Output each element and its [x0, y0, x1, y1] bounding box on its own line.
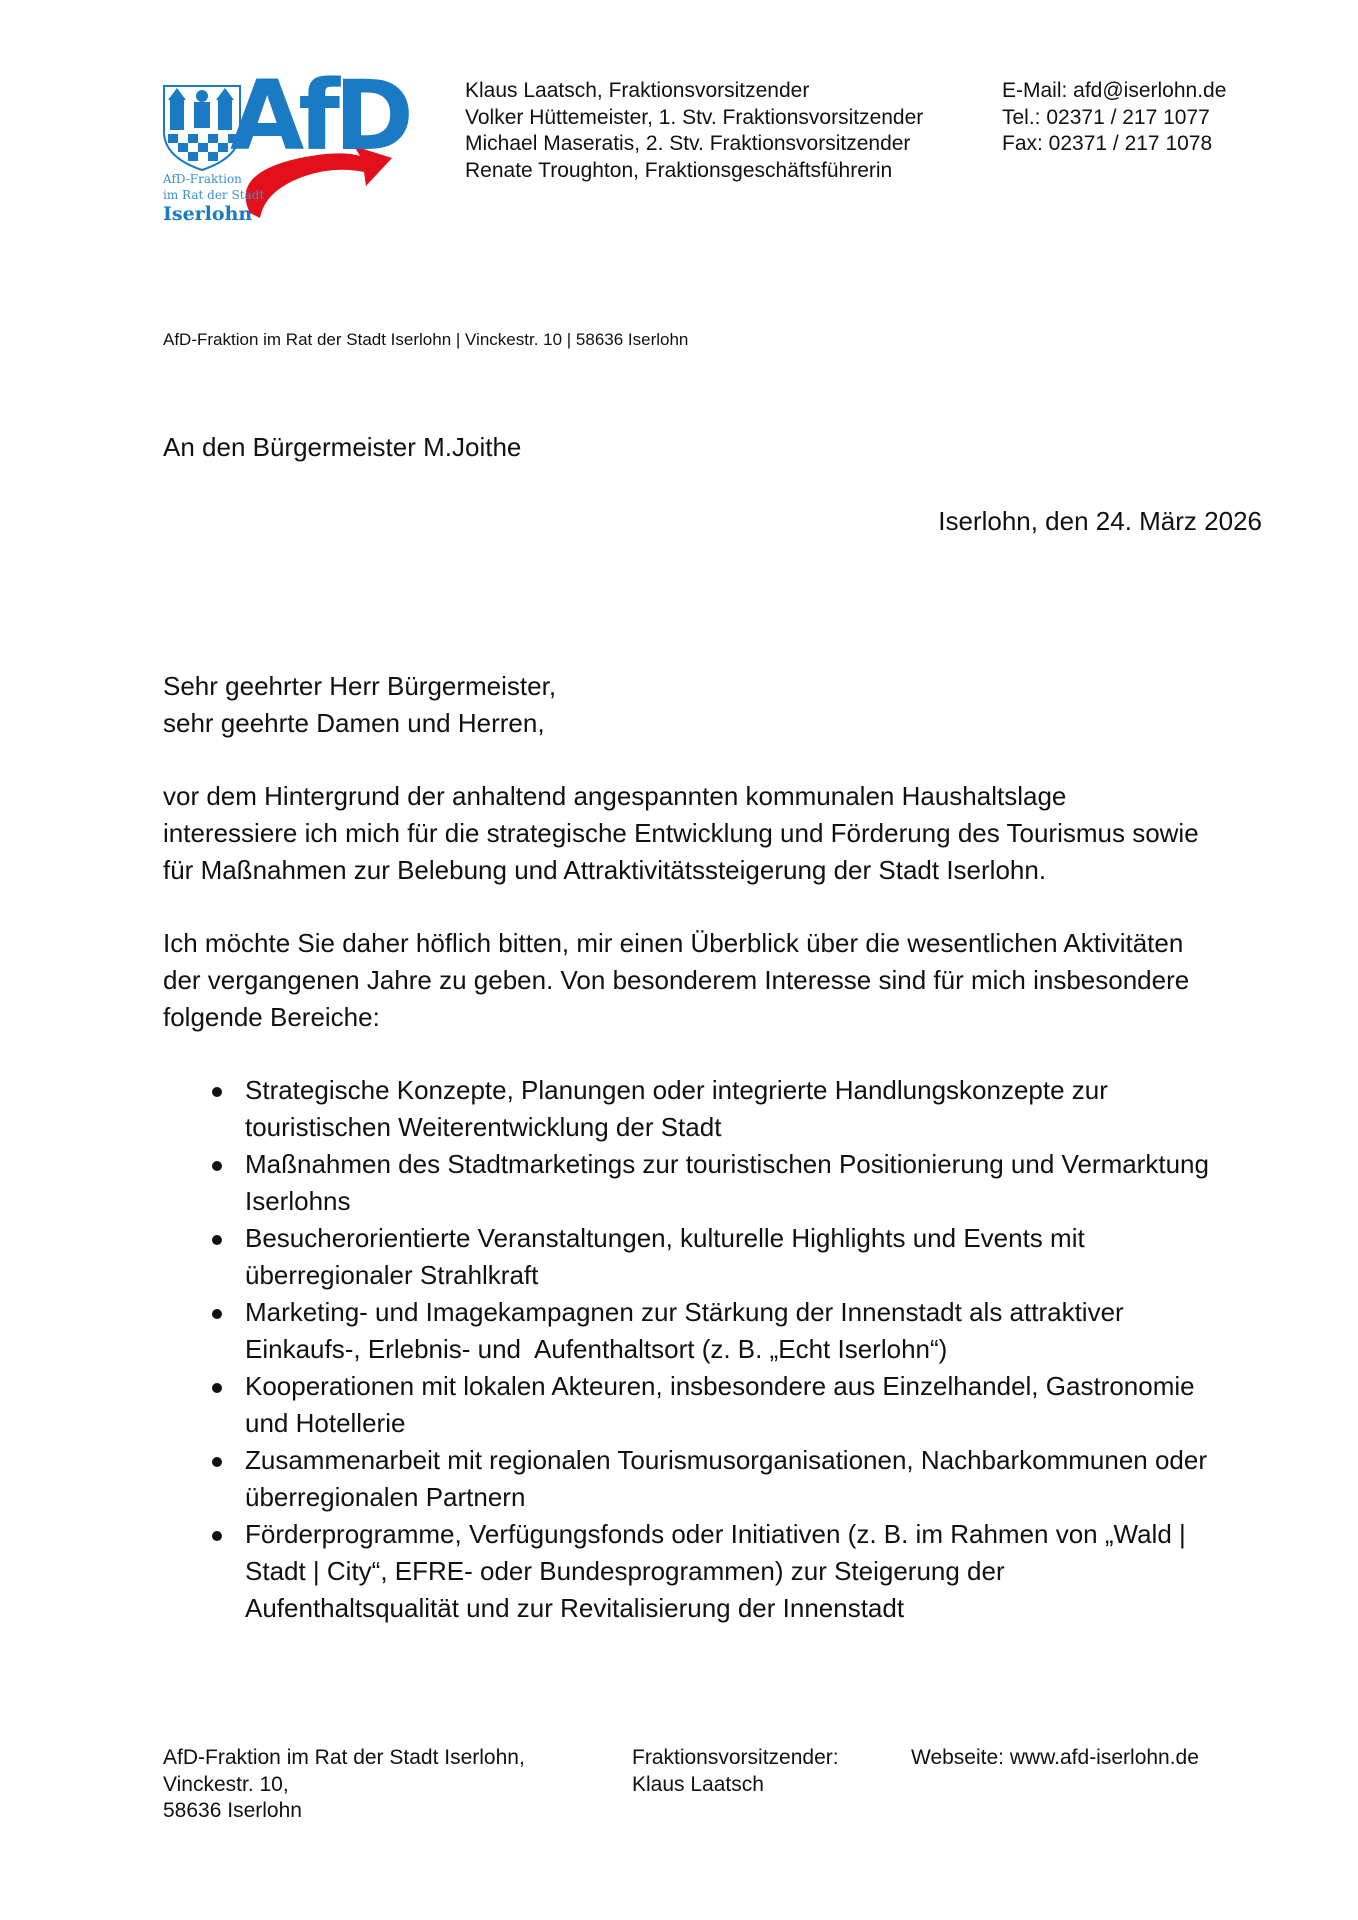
- header-contact: [1002, 78, 1226, 158]
- list-item-line: Kooperationen mit lokalen Akteuren, insbesondere aus Einzelhandel, Gastronomie: [245, 1371, 1195, 1401]
- list-item-line: überregionalen Partnern: [245, 1482, 526, 1512]
- coat-of-arms-icon: [164, 86, 240, 170]
- paragraph-2: [163, 925, 1273, 1036]
- bullet-icon: [212, 1087, 222, 1097]
- logo-subtitle-1: AfD-Fraktion: [163, 172, 242, 186]
- bullet-icon: [212, 1161, 222, 1171]
- footer-address-line: 58636 Iserlohn: [163, 1799, 302, 1822]
- paragraph-line: vor dem Hintergrund der anhaltend angespannten kommunalen Haushaltslage: [163, 781, 1067, 811]
- list-item-line: Iserlohns: [245, 1186, 351, 1216]
- paragraph-line: Ich möchte Sie daher höflich bitten, mir einen Überblick über die wesentlichen Aktivitäten: [163, 928, 1184, 958]
- list-item-line: Maßnahmen des Stadtmarketings zur touristischen Positionierung und Vermarktung: [245, 1149, 1209, 1179]
- header-person: Michael Maseratis, 2. Stv. Fraktionsvorsitzender: [465, 132, 911, 155]
- list-item-line: Marketing- und Imagekampagnen zur Stärkung der Innenstadt als attraktiver: [245, 1297, 1124, 1327]
- bullet-icon: [212, 1309, 222, 1319]
- footer-website-link[interactable]: Webseite: www.afd-iserlohn.de: [911, 1746, 1199, 1769]
- footer-chair: [632, 1745, 839, 1798]
- paragraph-1: [163, 778, 1273, 889]
- topics-list: [163, 1072, 1273, 1627]
- salutation: [163, 668, 1273, 742]
- contact-fax: Fax: 02371 / 217 1078: [1002, 132, 1213, 155]
- salutation-line: sehr geehrte Damen und Herren,: [163, 708, 545, 738]
- list-item: [163, 1072, 1273, 1146]
- list-item-line: Besucherorientierte Veranstaltungen, kulturelle Highlights und Events mit: [245, 1223, 1085, 1253]
- paragraph-line: für Maßnahmen zur Belebung und Attraktivitätssteigerung der Stadt Iserlohn.: [163, 855, 1047, 885]
- list-item-line: Strategische Konzepte, Planungen oder integrierte Handlungskonzepte zur: [245, 1075, 1108, 1105]
- bullet-icon: [212, 1531, 222, 1541]
- list-item: [163, 1294, 1273, 1368]
- footer-address-line: AfD-Fraktion im Rat der Stadt Iserlohn,: [163, 1746, 525, 1769]
- list-item: [163, 1220, 1273, 1294]
- list-item: [163, 1146, 1273, 1220]
- logo-subtitle-2: im Rat der Stadt: [163, 188, 265, 202]
- footer-chair-label: Fraktionsvorsitzender:: [632, 1746, 839, 1769]
- list-item-line: und Hotellerie: [245, 1408, 406, 1438]
- paragraph-line: interessiere ich mich für die strategische Entwicklung und Förderung des Tourismus sowie: [163, 818, 1199, 848]
- paragraph-line: folgende Bereiche:: [163, 1002, 380, 1032]
- header-people: [465, 78, 923, 184]
- list-item-line: touristischen Weiterentwicklung der Stadt: [245, 1112, 722, 1142]
- footer-address: [163, 1745, 525, 1825]
- contact-email: E-Mail: afd@iserlohn.de: [1002, 79, 1227, 102]
- header-person: Volker Hüttemeister, 1. Stv. Fraktionsvorsitzender: [465, 105, 924, 129]
- salutation-line: Sehr geehrter Herr Bürgermeister,: [163, 671, 557, 701]
- bullet-icon: [212, 1383, 222, 1393]
- footer-chair-name: Klaus Laatsch: [632, 1772, 764, 1796]
- letter-body: [163, 668, 1273, 1627]
- list-item: [163, 1516, 1273, 1627]
- sender-address-line: AfD-Fraktion im Rat der Stadt Iserlohn | Vinckestr. 10 | 58636 Iserlohn: [163, 330, 689, 349]
- header-person: Klaus Laatsch, Fraktionsvorsitzender: [465, 79, 810, 102]
- list-item: [163, 1368, 1273, 1442]
- recipient: An den Bürgermeister M.Joithe: [163, 432, 522, 462]
- footer-address-line: Vinckestr. 10,: [163, 1772, 289, 1796]
- logo-city: Iserlohn: [163, 203, 253, 225]
- paragraph-line: der vergangenen Jahre zu geben. Von besonderem Interesse sind für mich insbesondere: [163, 965, 1190, 995]
- list-item-line: Zusammenarbeit mit regionalen Tourismusorganisationen, Nachbarkommunen oder: [245, 1445, 1208, 1475]
- bullet-icon: [212, 1457, 222, 1467]
- list-item-line: Förderprogramme, Verfügungsfonds oder Initiativen (z. B. im Rahmen von „Wald |: [245, 1519, 1186, 1549]
- header-person: Renate Troughton, Fraktionsgeschäftsführerin: [465, 158, 893, 182]
- letter-date: Iserlohn, den 24. März 2026: [938, 506, 1262, 536]
- list-item-line: Stadt | City“, EFRE- oder Bundesprogrammen) zur Steigerung der: [245, 1556, 1005, 1586]
- list-item-line: überregionaler Strahlkraft: [245, 1260, 539, 1290]
- contact-phone: Tel.: 02371 / 217 1077: [1002, 105, 1210, 129]
- list-item: [163, 1442, 1273, 1516]
- list-item-line: Einkaufs-, Erlebnis- und Aufenthaltsort (z. B. „Echt Iserlohn“): [245, 1334, 948, 1364]
- footer-website: [911, 1745, 1199, 1772]
- list-item-line: Aufenthaltsqualität und zur Revitalisierung der Innenstadt: [245, 1593, 905, 1623]
- logo-wordmark: AfD: [230, 60, 408, 172]
- bullet-icon: [212, 1235, 222, 1245]
- afd-iserlohn-logo: [160, 60, 450, 228]
